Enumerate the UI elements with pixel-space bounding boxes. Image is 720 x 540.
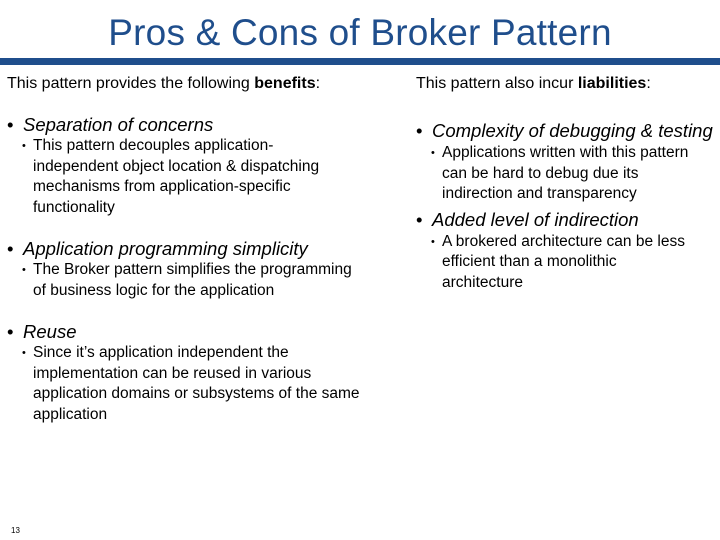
liability-detail xyxy=(416,143,692,205)
sub-bullet-icon: • xyxy=(431,235,435,248)
benefit-detail xyxy=(7,136,348,218)
bullet-icon: • xyxy=(416,120,423,141)
sub-bullet-icon: • xyxy=(22,347,26,359)
benefit-heading xyxy=(7,113,387,136)
benefit-heading xyxy=(7,237,387,260)
liability-heading-text: Complexity of debugging & testing xyxy=(432,120,713,141)
bullet-icon: • xyxy=(7,321,14,342)
liability-detail xyxy=(416,232,697,294)
benefits-intro-keyword: benefits xyxy=(254,75,316,92)
liabilities-intro-suffix: : xyxy=(646,75,651,92)
benefits-intro-prefix: This pattern provides the following xyxy=(7,75,255,92)
liabilities-intro-prefix: This pattern also incur xyxy=(416,75,578,92)
benefit-detail xyxy=(7,343,383,425)
title-divider xyxy=(0,58,720,65)
liabilities-intro-keyword: liabilities xyxy=(577,75,647,92)
benefits-intro-suffix: : xyxy=(315,75,321,92)
benefit-detail-text: Since it’s application independent the implementation can be reused in various application domains or subsystems of the same application xyxy=(33,344,360,423)
liability-detail-text: A brokered architecture can be less efficient than a monolithic architecture xyxy=(442,232,685,291)
benefit-detail-text: The Broker pattern simplifies the programming of business logic for the application xyxy=(33,261,352,299)
sub-bullet-icon: • xyxy=(22,264,26,276)
benefit-heading xyxy=(7,320,387,343)
bullet-icon: • xyxy=(7,114,14,135)
benefit-detail-text: This pattern decouples application-independent object location & dispatching mechanisms from application-specific functionality xyxy=(33,137,320,216)
liabilities-intro xyxy=(416,74,711,94)
liability-heading xyxy=(416,208,711,231)
benefits-intro xyxy=(7,74,387,94)
bullet-icon: • xyxy=(416,208,423,230)
sub-bullet-icon: • xyxy=(431,147,435,159)
benefits-column xyxy=(7,74,387,425)
slide-title: Pros & Cons of Broker Pattern xyxy=(108,12,612,53)
page-number: 13 xyxy=(11,526,20,535)
benefit-heading-text: Separation of concerns xyxy=(23,114,214,135)
benefit-heading-text: Reuse xyxy=(23,321,77,342)
bullet-icon: • xyxy=(7,238,14,259)
liability-detail-text: Applications written with this pattern can be hard to debug due its indirection and transparency xyxy=(442,144,689,202)
liability-heading xyxy=(416,119,720,142)
sub-bullet-icon: • xyxy=(22,140,26,152)
benefit-heading-text: Application programming simplicity xyxy=(23,238,308,259)
liabilities-column xyxy=(416,74,711,293)
benefit-detail xyxy=(7,260,363,301)
liability-heading-text: Added level of indirection xyxy=(432,208,639,230)
